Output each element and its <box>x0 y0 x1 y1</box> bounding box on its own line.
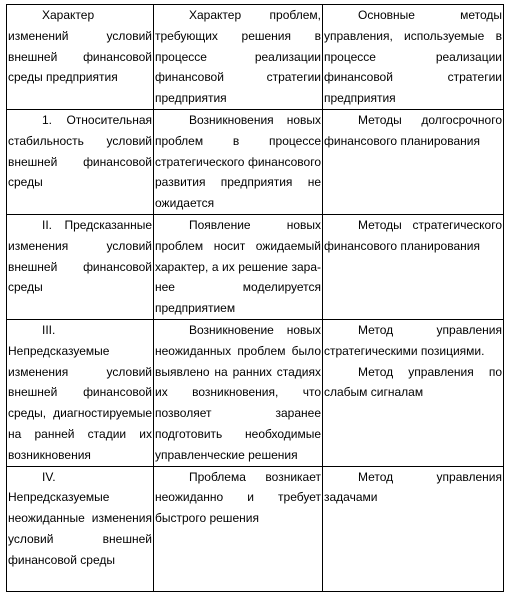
row-2-problems: Появление новых проблем носит ожидаемый характер, а их решение зара-нее моделируется предприятием <box>154 214 323 319</box>
row-3-method-strategic-positions: Метод управления стратегическими позициями. <box>324 322 502 358</box>
strategy-methods-table <box>6 4 504 592</box>
row-3-method-weak-signals: Метод управления по слабым сигналам <box>324 364 502 400</box>
table-row <box>7 110 504 215</box>
row-4-problems: Проблема возникает неожиданно и требует быстрого решения <box>154 466 323 591</box>
row-3-environment: III. Непредсказуемые изменения условий внешней финансовой среды, диагностируемые на ранней стадии их возникновения <box>7 319 154 466</box>
table-row <box>7 466 504 591</box>
row-4-environment: IV. Непредсказуемые неожиданные изменения условий внешней финансовой среды <box>7 466 154 591</box>
table-row <box>7 214 504 319</box>
row-3-methods <box>323 319 504 466</box>
row-1-methods: Методы долгосрочного финансового планирования <box>323 110 504 215</box>
header-cell-environment-changes: Характер изменений условий внешней финансовой среды предприятия <box>7 5 154 110</box>
row-1-problems: Возникновения новых проблем в процессе стратегического финансового развития предприятия не ожидается <box>154 110 323 215</box>
header-cell-problem-character: Характер проблем, требующих решения в процессе реализации финансовой стратегии предприятия <box>154 5 323 110</box>
table-row <box>7 319 504 466</box>
table-header-row <box>7 5 504 110</box>
row-2-environment: II. Предсказанные изменения условий внешней финансовой среды <box>7 214 154 319</box>
row-1-environment: 1. Относительная стабильность условий внешней финансовой среды <box>7 110 154 215</box>
header-cell-management-methods: Основные методы управления, используемые в процессе реализации финансовой стратегии предприятия <box>323 5 504 110</box>
row-4-methods: Метод управления задачами <box>323 466 504 591</box>
row-3-problems: Возникновение новых неожиданных проблем было выявлено на ранних стадиях их возникновения, что позволяет заранее подготовить необходимые управленческие решения <box>154 319 323 466</box>
row-2-methods: Методы стратегического финансового планирования <box>323 214 504 319</box>
